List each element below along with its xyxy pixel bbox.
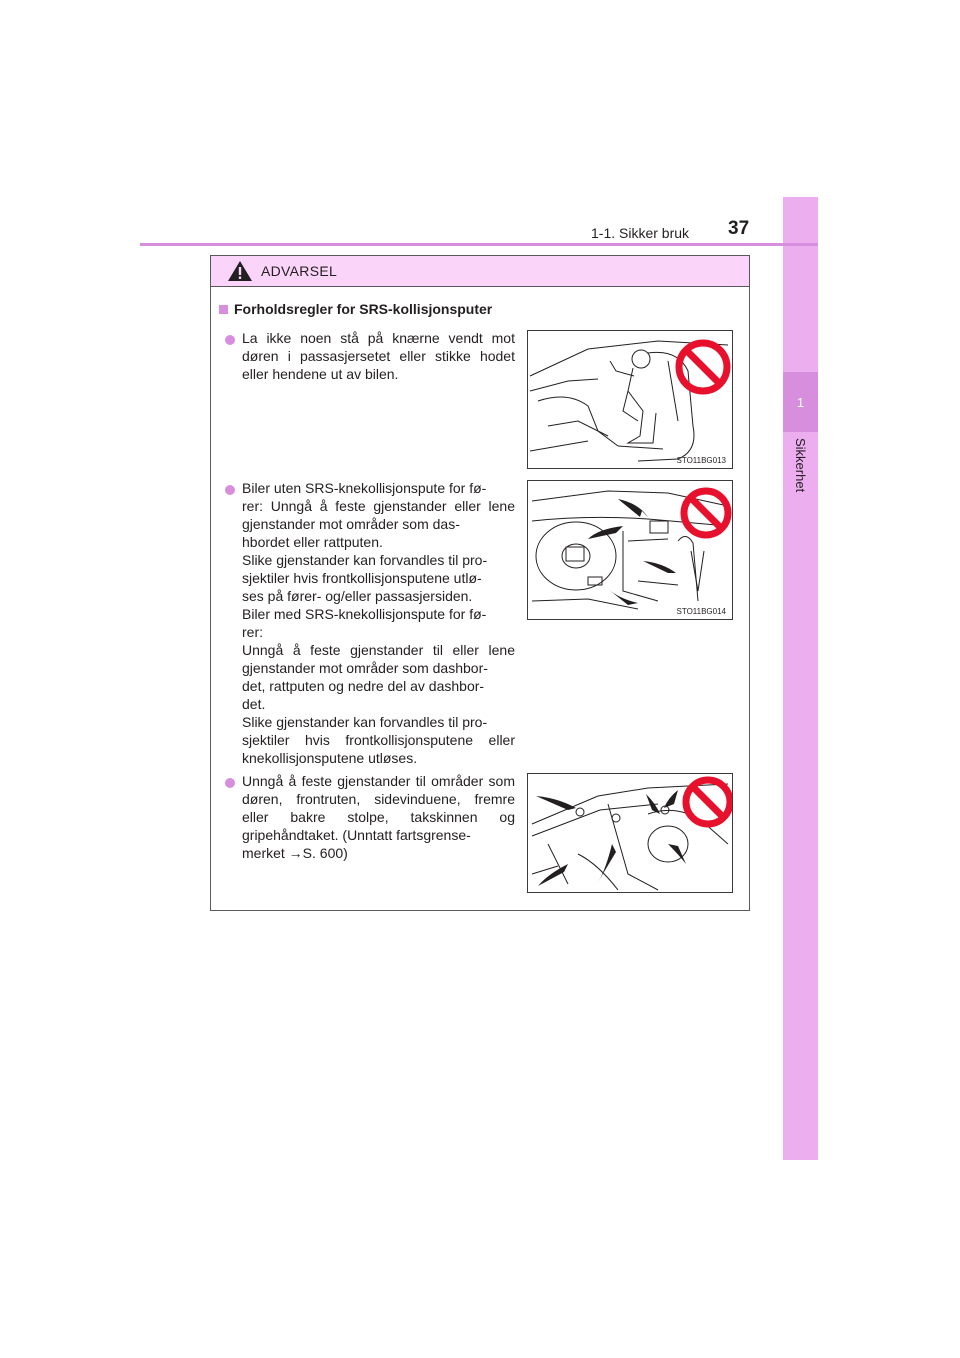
- bullet-text-3: Unngå å feste gjenstander til områder som døren, frontruten, sidevinduene, fremre eller bakre stolpe, takskinnen og gripehåndtaket. (Unntatt fartsgrense- merket →S. 600): [242, 773, 515, 861]
- chapter-label-text: Sikkerhet: [793, 438, 808, 493]
- chapter-side-tab: [783, 197, 818, 1160]
- bullet-dot-icon: [225, 778, 235, 788]
- square-bullet-icon: [219, 305, 228, 314]
- warning-header: [211, 256, 749, 287]
- section-title: [219, 301, 492, 317]
- warning-label: ADVARSEL: [261, 263, 338, 279]
- bullet-dot-icon: [225, 485, 235, 495]
- bullet-text-1: La ikke noen stå på knærne vendt mot døren i passasjersetet eller stikke hodet eller hendene ut av bilen.: [242, 330, 515, 382]
- figure-code: STO11BG013: [676, 456, 726, 465]
- chapter-label: [783, 432, 818, 562]
- kneeling-passenger-illustration: [528, 331, 732, 468]
- figure-dashboard-objects: [527, 480, 733, 620]
- page-number: 37: [728, 218, 750, 239]
- prohibition-icon: [684, 491, 728, 535]
- figure-door-pillar-areas: [527, 773, 733, 893]
- chapter-number: 1: [783, 372, 818, 432]
- bullet-text-2: Biler uten SRS-knekollisjonspute for fø- rer: Unngå å feste gjenstander eller lene gjenstander mot områder som das- hbordet eller rattputen. Slike gjenstander kan forvandles til pro- sjektiler hvis frontkollisjonsputene utlø- ses på fører- og/eller passasjersiden. Biler med SRS-knekollisjonspute for fø- rer: Unngå å feste gjenstander til eller lene gjenstander mot områder som dashbor- det, rattputen og nedre del av dashbor- det. Slike gjenstander kan forvandles til pro- sjektiler hvis frontkollisjonsputene eller knekollisjonsputene utløses.: [242, 480, 515, 766]
- warning-box: [210, 255, 750, 911]
- section-title-text: Forholdsregler for SRS-kollisjonsputer: [234, 301, 493, 317]
- figure-code: STO11BG014: [676, 607, 726, 616]
- prohibition-icon: [686, 780, 730, 824]
- dashboard-objects-illustration: [528, 481, 732, 619]
- header-rule: [140, 243, 818, 246]
- door-pillar-areas-illustration: [528, 774, 732, 892]
- header-section-title: 1-1. Sikker bruk: [591, 225, 690, 241]
- bullet-dot-icon: [225, 335, 235, 345]
- warning-triangle-icon: [227, 260, 253, 282]
- figure-kneeling-passenger: [527, 330, 733, 469]
